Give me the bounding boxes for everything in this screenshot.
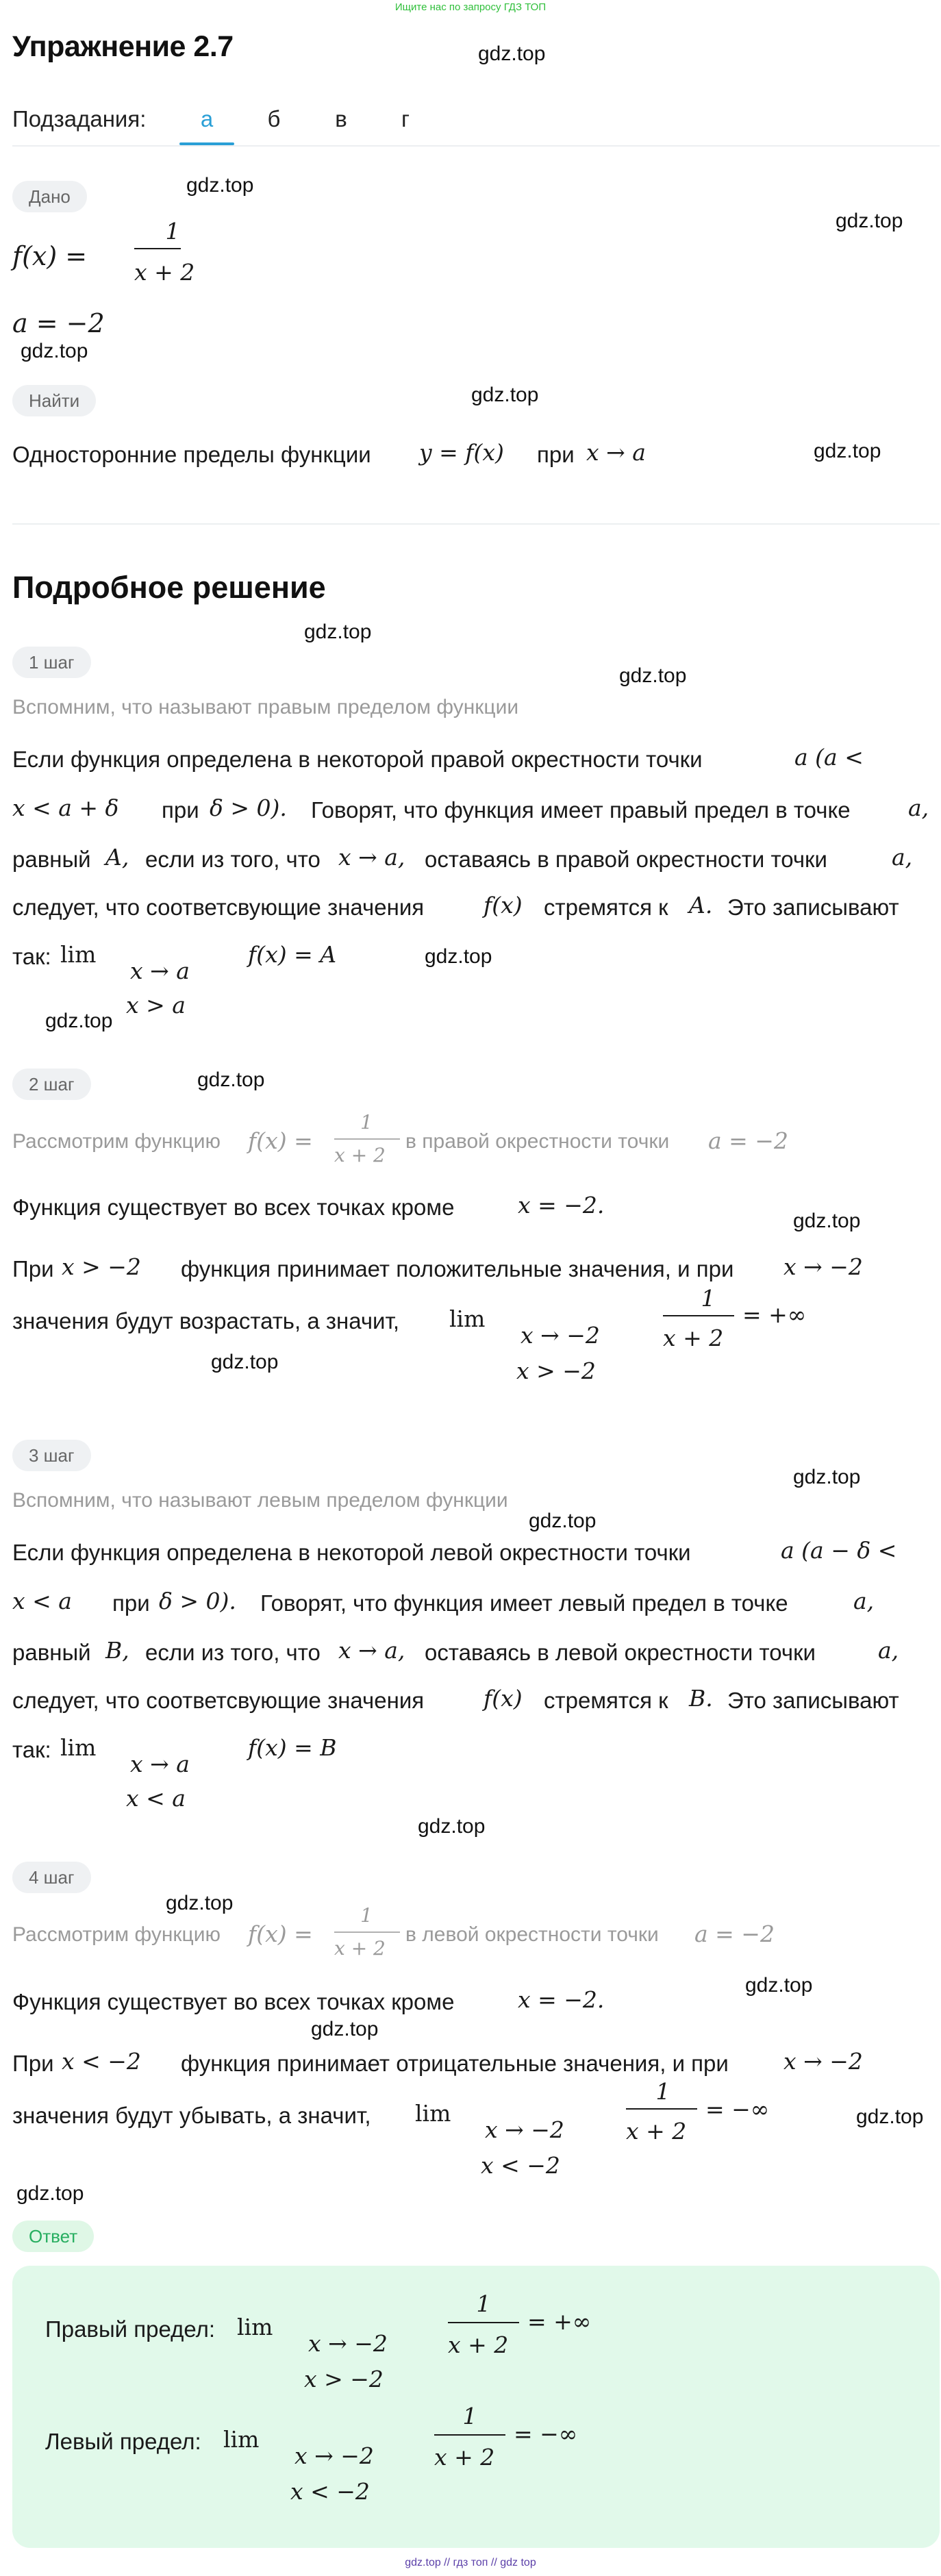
divider: [12, 145, 940, 147]
step4-hint-text2: в левой окрестности точки: [405, 1923, 659, 1946]
step1-line4-text3: Это записывают: [727, 895, 899, 920]
step2-hint-text1: Рассмотрим функцию: [12, 1130, 221, 1153]
step3-line4-text2: стремятся к: [544, 1688, 668, 1713]
find-pill: Найти: [12, 385, 96, 416]
step2-p2-text2: функция принимает положительные значения, и при: [181, 1256, 734, 1281]
step2-pill: 2 шаг: [12, 1068, 91, 1100]
watermark: gdz.top: [211, 1351, 279, 1373]
watermark: gdz.top: [529, 1510, 597, 1532]
step4-hint-den: x + 2: [334, 1937, 386, 1960]
step1-line4-text1: следует, что соответсвующие значения: [12, 895, 425, 920]
step2-hint-num: 1: [360, 1111, 373, 1134]
step4-p2-text2: функция принимает отрицательные значения, и при: [181, 2051, 729, 2076]
step4-hint-a: a = −2: [694, 1921, 775, 1947]
step1-lim-sub2: x > a: [126, 992, 186, 1018]
step4-lim: lim: [415, 2100, 451, 2127]
fraction-bar: [626, 2108, 697, 2110]
step3-rhs: f(x) = B: [248, 1734, 337, 1761]
tab-v[interactable]: в: [335, 106, 347, 132]
top-banner: Ищите нас по запросу ГДЗ ТОП: [394, 1, 547, 13]
step1-line2-text1: при: [162, 797, 199, 823]
step4-p2-math2: x → −2: [783, 2048, 863, 2075]
given-pill: Дано: [12, 181, 87, 212]
step1-pill: 1 шаг: [12, 647, 91, 678]
step1-line1: Если функция определена в некоторой правой окрестности точки: [12, 747, 703, 772]
step1-line3-math3: a,: [892, 844, 913, 871]
answer-right-sub1: x → −2: [308, 2330, 388, 2357]
watermark: gdz.top: [186, 174, 254, 197]
step2-lim: lim: [449, 1305, 486, 1332]
tab-b[interactable]: б: [267, 106, 281, 132]
answer-left-label: Левый предел:: [45, 2429, 201, 2454]
fraction-bar: [434, 2434, 505, 2436]
step4-pill: 4 шаг: [12, 1862, 91, 1893]
divider: [12, 523, 940, 525]
step3-line3-text1: равный: [12, 1640, 91, 1665]
answer-right-label: Правый предел:: [45, 2316, 216, 2342]
watermark: gdz.top: [16, 2182, 84, 2205]
step2-p3-text: значения будут возрастать, а значит,: [12, 1308, 400, 1334]
step1-hint: Вспомним, что называют правым пределом функции: [12, 696, 519, 718]
given-f-denominator: x + 2: [134, 259, 195, 286]
fraction-bar: [334, 1138, 400, 1140]
step4-p3-text: значения будут убывать, а значит,: [12, 2103, 371, 2128]
given-f-lhs: f(x) =: [12, 241, 88, 271]
tab-g[interactable]: г: [401, 106, 410, 132]
step1-line4-math1: f(x): [484, 892, 523, 918]
step4-p2-math1: x < −2: [62, 2048, 141, 2075]
watermark: gdz.top: [304, 621, 372, 643]
step4-hint-text1: Рассмотрим функцию: [12, 1923, 221, 1946]
footer-links[interactable]: gdz.top // гдз топ // gdz top: [405, 2557, 536, 2568]
step1-line3-text3: оставаясь в правой окрестности точки: [425, 847, 827, 872]
step3-lim-sub2: x < a: [126, 1785, 186, 1812]
step3-line2-math3: a,: [853, 1588, 875, 1614]
step1-line5-text: так:: [12, 944, 51, 969]
answer-right-num: 1: [476, 2290, 491, 2317]
step3-line5-text: так:: [12, 1737, 51, 1762]
step3-line2-math1: x < a: [12, 1588, 72, 1614]
step2-p2-text1: При: [12, 1256, 54, 1281]
step2-hint-den: x + 2: [334, 1144, 386, 1166]
step3-line4-math1: f(x): [484, 1685, 523, 1712]
step1-line3-text1: равный: [12, 847, 91, 872]
find-math-x: x → a: [586, 439, 646, 466]
given-a-value: a = −2: [12, 308, 105, 338]
step4-num: 1: [655, 2078, 670, 2105]
watermark: gdz.top: [478, 42, 546, 65]
step2-num: 1: [701, 1285, 716, 1312]
watermark: gdz.top: [745, 1974, 813, 1997]
find-text-mid: при: [537, 442, 575, 467]
find-text: Односторонние пределы функции: [12, 442, 371, 467]
step2-den: x + 2: [663, 1325, 724, 1351]
watermark: gdz.top: [619, 664, 687, 687]
fraction-bar: [334, 1931, 400, 1933]
step3-line3-math1: B,: [105, 1637, 129, 1664]
solution-title: Подробное решение: [12, 570, 326, 605]
answer-left-lim: lim: [223, 2426, 260, 2453]
step2-lim-sub2: x > −2: [516, 1358, 596, 1384]
answer-left-sub1: x → −2: [294, 2442, 374, 2469]
subtasks-label: Подзадания:: [12, 106, 147, 132]
watermark: gdz.top: [311, 2018, 379, 2040]
step1-line2-math2: δ > 0).: [210, 795, 287, 821]
watermark: gdz.top: [856, 2105, 924, 2128]
step1-rhs: f(x) = A: [248, 941, 337, 968]
watermark: gdz.top: [793, 1466, 861, 1488]
step1-line4-text2: стремятся к: [544, 895, 668, 920]
step3-line3-text3: оставаясь в левой окрестности точки: [425, 1640, 816, 1665]
step3-line1-math: a (a − δ <: [781, 1537, 897, 1564]
step3-line2-text1: при: [112, 1590, 150, 1616]
step1-lim: lim: [60, 941, 97, 968]
step2-rhs: = +∞: [742, 1301, 807, 1328]
step2-p2-math2: x → −2: [783, 1253, 863, 1280]
step2-hint-a: a = −2: [708, 1127, 788, 1154]
step4-hint-num: 1: [360, 1904, 373, 1927]
step1-lim-sub1: x → a: [130, 958, 190, 984]
step3-pill: 3 шаг: [12, 1440, 91, 1471]
watermark: gdz.top: [425, 945, 492, 968]
step2-p1-text: Функция существует во всех точках кроме: [12, 1195, 455, 1220]
step3-line2-math2: δ > 0).: [159, 1588, 236, 1614]
step3-line2-text2: Говорят, что функция имеет левый предел в точке: [260, 1590, 788, 1616]
step3-lim-sub1: x → a: [130, 1751, 190, 1777]
step4-p1-text: Функция существует во всех точках кроме: [12, 1989, 455, 2014]
step2-p1-math: x = −2.: [518, 1192, 605, 1218]
page-title: Упражнение 2.7: [12, 30, 234, 63]
step4-p2-text1: При: [12, 2051, 54, 2076]
answer-right-den: x + 2: [448, 2331, 509, 2358]
step2-hint-f: f(x) =: [248, 1127, 313, 1154]
step4-rhs: = −∞: [705, 2096, 770, 2123]
answer-left-rhs: = −∞: [514, 2421, 578, 2447]
answer-right-sub2: x > −2: [304, 2366, 384, 2392]
fraction-bar: [663, 1315, 734, 1316]
step1-line3-text2: если из того, что: [145, 847, 321, 872]
step1-line3-math2: x → a,: [338, 844, 405, 871]
step2-lim-sub1: x → −2: [520, 1322, 600, 1349]
step3-lim: lim: [60, 1734, 97, 1761]
fraction-bar: [448, 2322, 519, 2323]
step1-line3-math1: A,: [105, 844, 129, 871]
watermark: gdz.top: [45, 1010, 113, 1032]
step1-line1-math: a (a <: [794, 744, 864, 771]
watermark: gdz.top: [814, 440, 881, 462]
step1-line2-math1: x < a + δ: [12, 795, 119, 821]
watermark: gdz.top: [197, 1068, 265, 1091]
watermark: gdz.top: [21, 340, 88, 362]
tab-a[interactable]: а: [200, 106, 214, 132]
step1-line4-math2: A.: [689, 892, 713, 918]
step3-line4-text1: следует, что соответсвующие значения: [12, 1688, 425, 1713]
answer-left-sub2: x < −2: [290, 2478, 370, 2505]
watermark: gdz.top: [471, 384, 539, 406]
step1-line2-text2: Говорят, что функция имеет правый предел в точке: [311, 797, 851, 823]
answer-pill: Ответ: [12, 2221, 94, 2252]
fraction-bar: [134, 248, 181, 249]
step1-line2-math3: a,: [908, 795, 929, 821]
watermark: gdz.top: [166, 1892, 234, 1914]
step4-lim-sub1: x → −2: [485, 2116, 564, 2143]
step4-den: x + 2: [626, 2118, 687, 2144]
step3-hint: Вспомним, что называют левым пределом функции: [12, 1489, 508, 1512]
watermark: gdz.top: [836, 210, 903, 232]
step3-line4-math2: B.: [689, 1685, 713, 1712]
step2-p2-math1: x > −2: [62, 1253, 141, 1280]
watermark: gdz.top: [418, 1815, 486, 1838]
step4-p1-math: x = −2.: [518, 1986, 605, 2013]
watermark: gdz.top: [793, 1210, 861, 1232]
step2-hint-text2: в правой окрестности точки: [405, 1130, 670, 1153]
find-math-y: y = f(x): [419, 439, 504, 466]
step3-line1: Если функция определена в некоторой левой окрестности точки: [12, 1540, 691, 1565]
step3-line4-text3: Это записывают: [727, 1688, 899, 1713]
answer-right-lim: lim: [237, 2314, 273, 2340]
given-f-numerator: 1: [165, 218, 180, 245]
step3-line3-text2: если из того, что: [145, 1640, 321, 1665]
step4-hint-f: f(x) =: [248, 1921, 313, 1947]
answer-left-num: 1: [462, 2403, 477, 2429]
answer-left-den: x + 2: [434, 2444, 495, 2471]
answer-right-rhs: = +∞: [527, 2308, 592, 2335]
step4-lim-sub2: x < −2: [481, 2152, 560, 2179]
step3-line3-math3: a,: [878, 1637, 899, 1664]
step3-line3-math2: x → a,: [338, 1637, 405, 1664]
